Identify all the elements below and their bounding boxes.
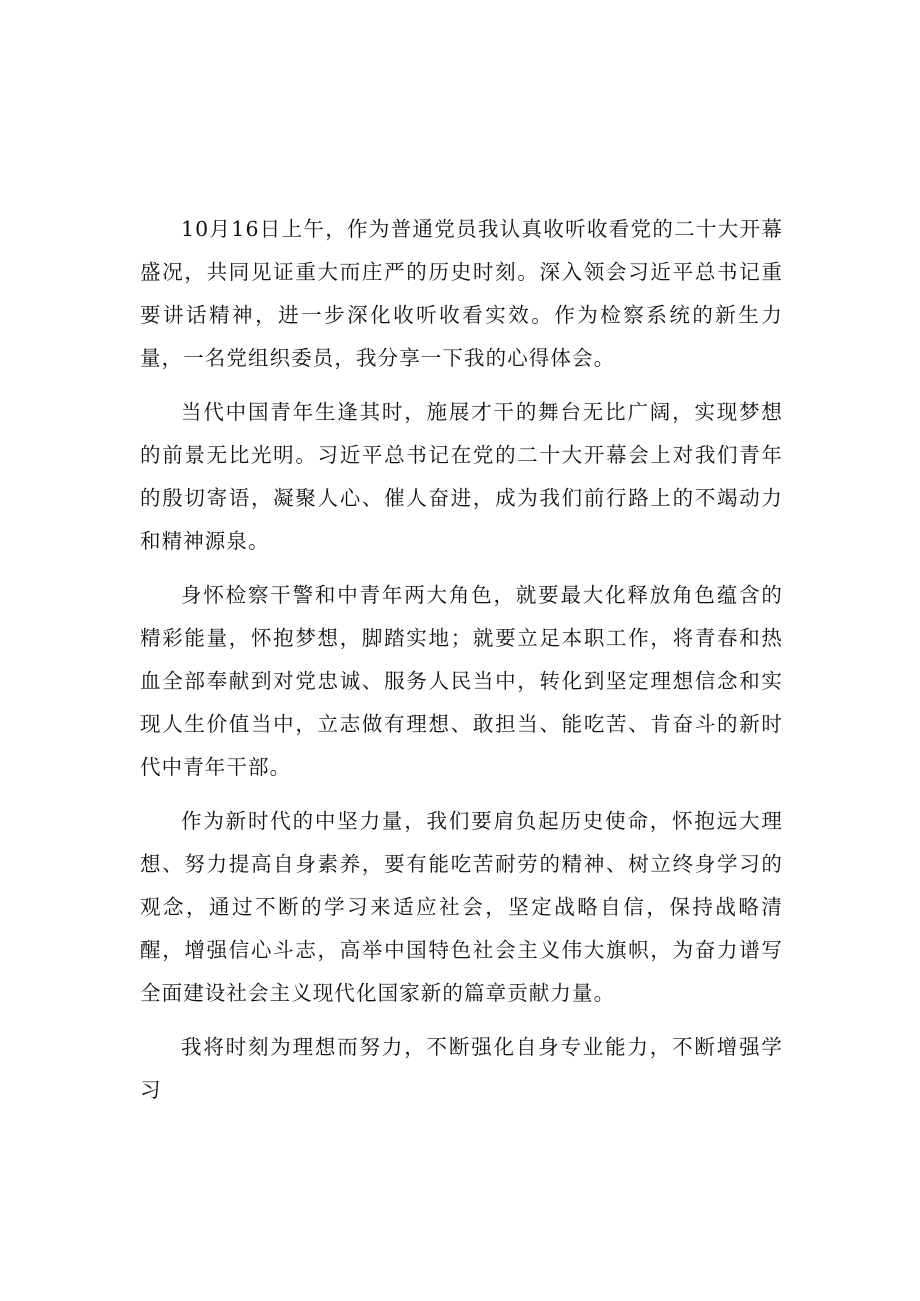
paragraph-2: 当代中国青年生逢其时，施展才干的舞台无比广阔，实现梦想的前景无比光明。习近平总书记在党的二十大开幕会上对我们青年的殷切寄语，凝聚人心、催人奋进，成为我们前行路上的不竭动力和精神源泉。: [140, 400, 783, 553]
paragraph-5: 我将时刻为理想而努力，不断强化自身专业能力，不断增强学习: [140, 1035, 783, 1102]
paragraph-4: 作为新时代的中坚力量，我们要肩负起历史使命，怀抱远大理想、努力提高自身素养，要有能吃苦耐劳的精神、树立终身学习的观念，通过不断的学习来适应社会，坚定战略自信，保持战略清醒，增强信心斗志，高举中国特色社会主义伟大旗帜，为奋力谱写全面建设社会主义现代化国家新的篇章贡献力量。: [140, 809, 783, 1005]
paragraph-3: 身怀检察干警和中青年两大角色，就要最大化释放角色蕴含的精彩能量，怀抱梦想，脚踏实地；就要立足本职工作，将青春和热血全部奉献到对党忠诚、服务人民当中，转化到坚定理想信念和实现人生价值当中，立志做有理想、敢担当、能吃苦、肯奋斗的新时代中青年干部。: [140, 583, 783, 779]
paragraph-1: 10月16日上午，作为普通党员我认真收听收看党的二十大开幕盛况，共同见证重大而庄严的历史时刻。深入领会习近平总书记重要讲话精神，进一步深化收听收看实效。作为检察系统的新生力量，一名党组织委员，我分享一下我的心得体会。: [140, 217, 783, 370]
document-body: [140, 208, 783, 1123]
